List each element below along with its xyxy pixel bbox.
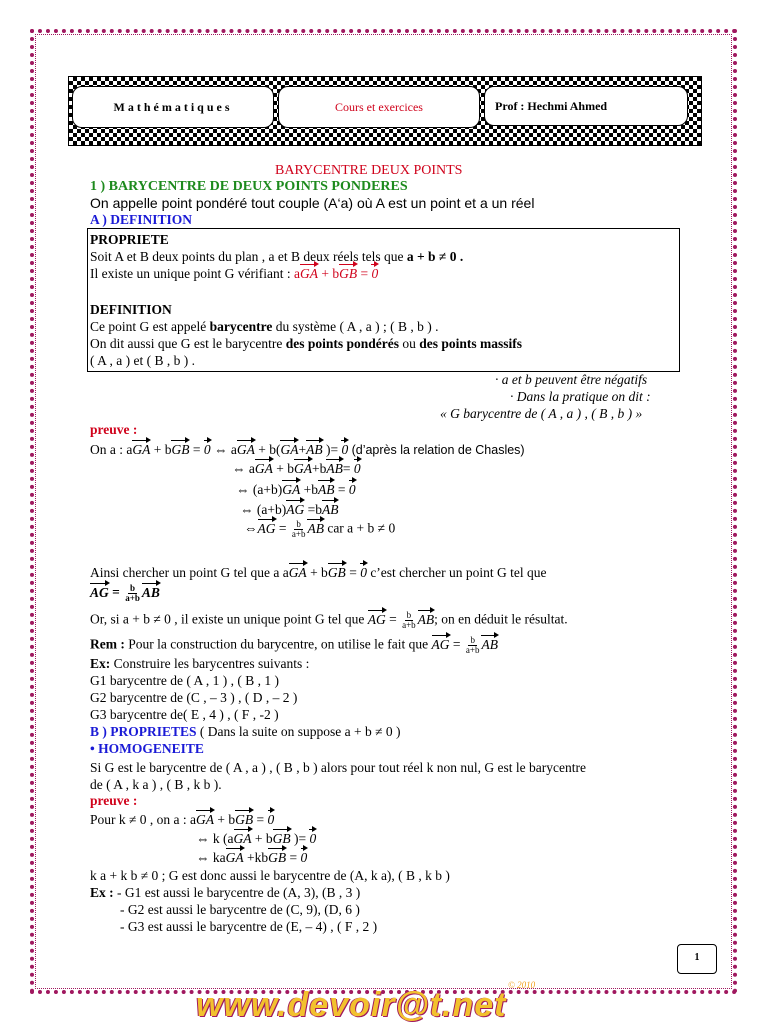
def1-post: du système ( A , a ) ; ( B , b ) . <box>272 319 439 334</box>
ainsi-formula: AG = $\frac{b}{a+b}$ AB <box>90 583 160 603</box>
definition-line-1 <box>90 319 438 335</box>
note-1: · a et b peuvent être négatifs <box>495 372 648 387</box>
or-line: Or, si a + b ≠ 0 , il existe un unique point G tel que AG = $\frac{b}{a+b}$ AB; on en déduit le résultat. <box>90 610 568 630</box>
proof-car: car a + b ≠ 0 <box>327 520 396 536</box>
ex-item-3: G3 barycentre de( E , 4 ) , ( F , -2 ) <box>90 707 279 722</box>
ex-text: Construire les barycentres suivants : <box>110 656 310 671</box>
homogeneite-label: HOMOGENEITE <box>98 741 204 756</box>
def2-bold-2: des points massifs <box>419 336 523 351</box>
definition-title: DEFINITION <box>90 302 172 317</box>
footer-website-logo: www.devoir@t.net <box>196 986 507 1024</box>
ainsi-post: c’est chercher un point G tel que <box>366 565 547 580</box>
ex-item-2: G2 barycentre de (C , – 3 ) , ( D , – 2 ) <box>90 690 298 705</box>
propriete-title: PROPRIETE <box>90 232 169 247</box>
definition-line-3: ( A , a ) et ( B , b ) . <box>90 353 195 368</box>
homogeneite-heading <box>90 741 204 757</box>
section-1-heading: 1 ) BARYCENTRE DE DEUX POINTS PONDERES <box>90 179 408 194</box>
proof2-line-4: k a + k b ≠ 0 ; G est donc aussi le barycentre de (A, k a), ( B , k b ) <box>90 868 450 883</box>
homogeneite-line-2: de ( A , k a ) , ( B , k b ). <box>90 777 222 792</box>
subsection-b-heading: B ) PROPRIETES <box>90 724 197 739</box>
def2-mid: ou <box>398 336 420 351</box>
ex2-item-3: - G3 est aussi le barycentre de (E, – 4) , ( F , 2 ) <box>120 919 378 934</box>
rem-text: Pour la construction du barycentre, on utilise le fait que <box>124 636 432 652</box>
ainsi-pre: Ainsi chercher un point G tel que a a <box>90 565 289 580</box>
header-prof: Prof : Hechmi Ahmed <box>484 86 688 126</box>
proof2-l1-pre: Pour k ≠ 0 , on a : a <box>90 812 197 827</box>
ex2-label: Ex : <box>90 885 114 900</box>
note-2: · Dans la pratique on dit : <box>510 389 651 404</box>
ex-label: Ex: <box>90 656 111 671</box>
rem-label: Rem : <box>90 636 125 652</box>
ex-item-1: G1 barycentre de ( A , 1 ) , ( B , 1 ) <box>90 673 279 688</box>
propriete-line-2 <box>90 266 378 282</box>
ex2-item-1: - G1 est aussi le barycentre de (A, 3), (B , 3 ) <box>113 885 361 900</box>
propriete-line-1 <box>90 249 463 265</box>
preuve-2-label: preuve : <box>90 793 138 808</box>
proof-chasles: (d’après la relation de Chasles) <box>351 443 525 457</box>
prop2-formula: aGA + bGB = 0 <box>293 266 379 281</box>
subsection-b-line <box>90 724 401 740</box>
proof-l1-pre: On a : a <box>90 442 133 457</box>
ainsi-line: Ainsi chercher un point G tel que a aGA + bGB = 0 c’est chercher un point G tel que <box>90 565 547 580</box>
bullet-icon: • <box>90 741 99 756</box>
def2-pre: On dit aussi que G est le barycentre <box>90 336 286 351</box>
proof2-line-1: Pour k ≠ 0 , on a : aGA + bGB = 0 <box>90 812 275 827</box>
proof2-line-3: ⇔ kaGA +kbGB = 0 <box>196 850 308 865</box>
or-pre: Or, si a + b ≠ 0 , il existe un unique point G tel que <box>90 611 368 627</box>
prop1-text: Soit A et B deux points du plan , a et B deux réels tels que <box>90 249 407 264</box>
ex2-line-1 <box>90 885 360 901</box>
def1-bold: barycentre <box>209 319 273 334</box>
ex-line <box>90 656 309 672</box>
proof-line-2: ⇔ aGA + bGA+bAB= 0 <box>232 461 361 476</box>
header-type: Cours et exercices <box>278 86 480 128</box>
rem-line: Rem : Pour la construction du barycentre, on utilise le fait que AG = $\frac{b}{a+b}$ AB <box>90 635 498 655</box>
definition-line-2 <box>90 336 522 352</box>
ex2-item-2: - G2 est aussi le barycentre de (C, 9), (D, 6 ) <box>120 902 360 917</box>
intro-text: On appelle point pondéré tout couple (A‘a) où A est un point et a un réel <box>90 195 535 211</box>
def1-pre: Ce point G est appelé <box>90 319 210 334</box>
proof-line-5: ⇔AG = $\frac{b}{a+b}$ AB car a + b ≠ 0 <box>244 519 396 539</box>
prop1-condition: a + b ≠ 0 . <box>406 249 464 264</box>
proof-line-1: On a : aGA + bGB = 0 ⇔ aGA + b(GA+AB )= 0 (d’après la relation de Chasles) <box>90 442 525 457</box>
proof-line-4: ⇔ (a+b)AG =bAB <box>240 502 339 517</box>
note-3: « G barycentre de ( A , a ) , ( B , b ) » <box>440 406 643 421</box>
page-number: 1 <box>677 944 717 974</box>
proof2-line-2: ⇔ k (aGA + bGB )= 0 <box>196 831 317 846</box>
copyright-mark: © 2010 <box>508 980 536 990</box>
or-post: ; on en déduit le résultat. <box>434 611 568 627</box>
prop2-text: Il existe un unique point G vérifiant : <box>90 266 294 281</box>
header-subject: Mathématiques <box>72 86 274 128</box>
subsection-b-note: ( Dans la suite on suppose a + b ≠ 0 ) <box>196 724 401 739</box>
def2-bold-1: des points pondérés <box>285 336 399 351</box>
subsection-a-heading: A ) DEFINITION <box>90 212 193 227</box>
homogeneite-line-1: Si G est le barycentre de ( A , a ) , ( B , b ) alors pour tout réel k non nul, G est le barycentre <box>90 760 586 775</box>
preuve-label: preuve : <box>90 422 138 437</box>
proof-line-3: ⇔ (a+b)GA +bAB = 0 <box>236 482 356 497</box>
page-title: BARYCENTRE DEUX POINTS <box>275 163 463 178</box>
